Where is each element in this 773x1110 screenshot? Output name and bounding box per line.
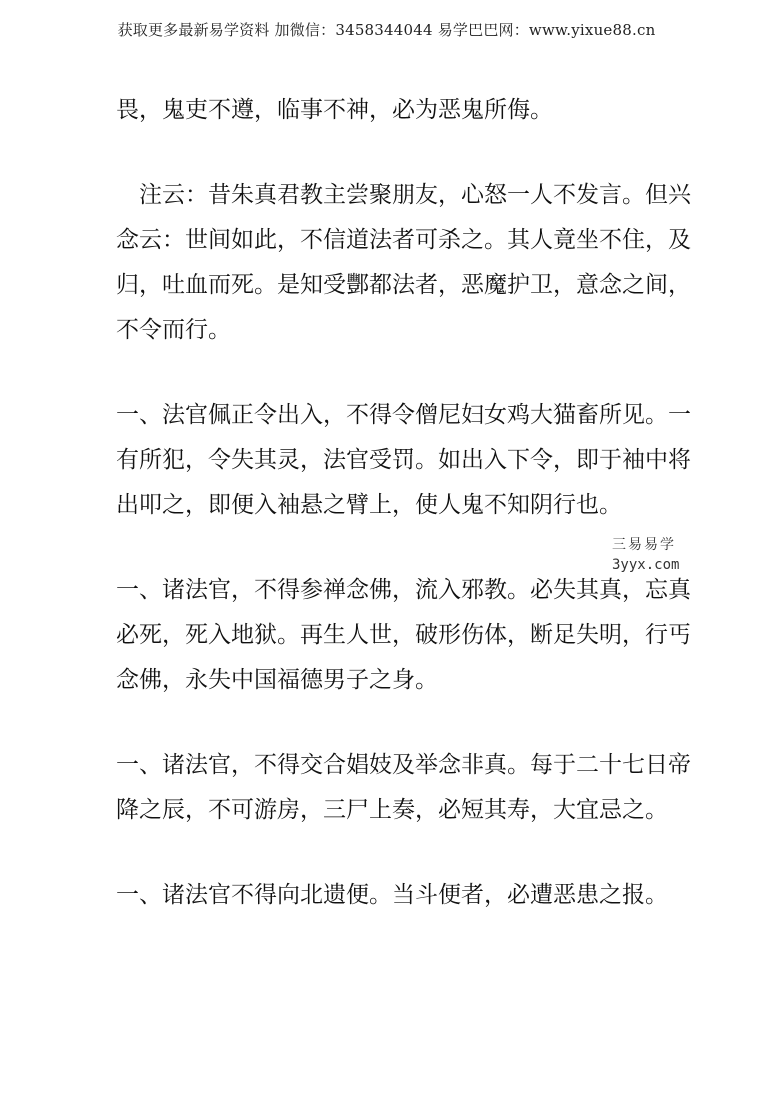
paragraph-4: 一、诸法官，不得参禅念佛，流入邪教。必失其真，忘真必死，死入地狱。再生人世，破形伤体，断足失明，行丐念佛，永失中国福德男子之身。	[116, 577, 691, 693]
document-body	[116, 88, 696, 918]
watermark-title: 三易易学	[612, 537, 676, 553]
paragraph-2: 注云：昔朱真君教主尝聚朋友，心怒一人不发言。但兴念云：世间如此，不信道法者可杀之。其人竟坐不住，及归，吐血而死。是知受酆都法者，恶魔护卫，意念之间，不令而行。	[116, 182, 691, 343]
page-header: 获取更多最新易学资料 加微信：3458344044 易学巴巴网：www.yixue88.cn	[117, 21, 656, 39]
site-watermark	[612, 535, 712, 575]
watermark-url: 3yyx.com	[612, 557, 680, 573]
paragraph-1: 畏，鬼吏不遵，临事不神，必为恶鬼所侮。	[116, 97, 553, 123]
paragraph-3: 一、法官佩正令出入，不得令僧尼妇女鸡大猫畜所见。一有所犯，令失其灵，法官受罚。如出入下令，即于袖中将出叩之，即便入袖悬之臂上，使人鬼不知阴行也。	[116, 402, 691, 518]
paragraph-6: 一、诸法官不得向北遗便。当斗便者，必遭恶患之报。	[116, 882, 668, 908]
paragraph-5: 一、诸法官，不得交合娼妓及举念非真。每于二十七日帝降之辰，不可游房，三尸上奏，必短其寿，大宜忌之。	[116, 752, 691, 823]
